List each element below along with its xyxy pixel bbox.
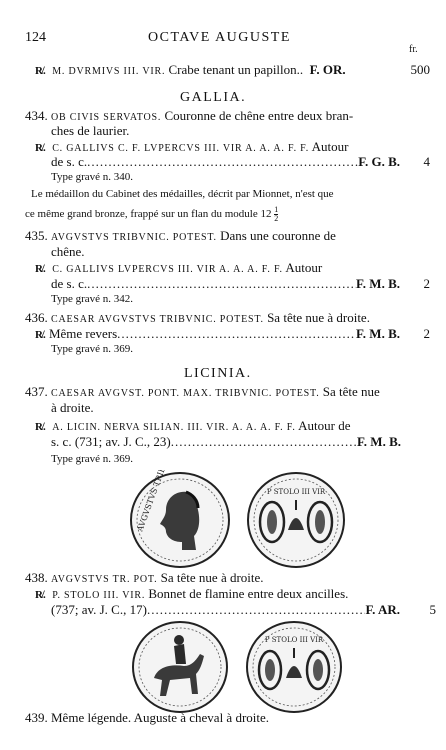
reverse-text: s. c. (731; av. J. C., 23) (51, 434, 171, 449)
entry-text: Couronne de chêne entre deux bran- (164, 108, 354, 123)
entry-text: Sa tête nue à droite. (267, 310, 370, 325)
dot-leader (171, 434, 357, 450)
reverse-mark: R̸. (35, 263, 46, 275)
reverse-legend: M. DVRMIVS III. VIR. (52, 66, 166, 77)
reverse-text: Autour de (298, 418, 351, 433)
entry-434-reverse-cont (51, 154, 430, 170)
reverse-text: Bonnet de flamine entre deux ancilles. (148, 586, 349, 601)
entry-number: 437. (25, 384, 48, 399)
obverse-legend: AVGVSTVS TRIBVNIC. POTEST. (51, 232, 217, 243)
page-number: 124 (25, 30, 46, 45)
entry-number: 434. (25, 108, 48, 123)
page-title: OCTAVE AUGUSTE (148, 30, 291, 45)
note-line-2: ce même grand bronze, frappé sur un flan du module 12 $\frac{1}{2}$ (25, 205, 279, 223)
entry-435-obverse-cont: chêne. (51, 244, 85, 259)
type-reference: Type gravé n. 369. (51, 453, 134, 465)
reverse-legend: C. GALLIVS C. F. LVPERCVS III. VIR A. A. A. F. F. (52, 143, 310, 154)
coin-1-obverse-image (128, 470, 232, 570)
price: 2 (423, 326, 430, 341)
reverse-mark: R̸. (35, 329, 46, 341)
entry-text: Dans une couronne de (220, 228, 336, 243)
entry-438-reverse-cont (51, 602, 436, 618)
entry-435-reverse-cont (51, 276, 430, 292)
entry-437-reverse-cont (51, 434, 401, 450)
metal: F. M. B. (357, 434, 401, 449)
type-reference: Type gravé n. 340. (51, 171, 134, 183)
reverse-text: Autour (311, 139, 349, 154)
type-reference: Type gravé n. 369. (51, 343, 134, 355)
entry-top-reverse (35, 62, 430, 80)
coin-1-reverse-image (244, 470, 348, 570)
entry-number: 436. (25, 310, 48, 325)
entry-text: Sa tête nue (322, 384, 380, 399)
reverse-legend: C. GALLIVS LVPERCVS III. VIR A. A. A. F. F. (52, 264, 283, 275)
entry-text: Même légende. Auguste à cheval à droite. (51, 710, 270, 725)
price: 2 (423, 276, 430, 291)
reverse-legend: P. STOLO III. VIR. (52, 590, 146, 601)
reverse-mark: R̸. (35, 421, 46, 433)
reverse-text: Autour (285, 260, 323, 275)
obverse-legend: CAESAR AVGVST. PONT. MAX. TRIBVNIC. POTEST. (51, 388, 320, 399)
metal: F. OR. (309, 62, 346, 77)
price: 5 (429, 602, 436, 617)
section-heading-licinia: LICINIA. (184, 366, 252, 381)
entry-number: 438. (25, 570, 48, 585)
entry-text: Sa tête nue à droite. (160, 570, 264, 585)
note-line-1: Le médaillon du Cabinet des médailles, décrit par Mionnet, n'est que (31, 188, 334, 200)
reverse-text: (737; av. J. C., 17) (51, 602, 147, 617)
entry-436-reverse (35, 326, 430, 343)
obverse-legend: CAESAR AVGVSTVS TRIBVNIC. POTEST. (51, 314, 264, 325)
dot-leader (117, 326, 356, 342)
dot-leader (87, 154, 358, 170)
reverse-text: de s. c. (51, 154, 88, 169)
reverse-legend: A. LICIN. NERVA SILIAN. III. VIR. A. A. A. F. F. (52, 422, 296, 433)
entry-437-obverse-cont: à droite. (51, 400, 94, 415)
coin-2-reverse-image (244, 620, 344, 714)
coin-2-obverse-image (130, 620, 230, 714)
type-reference: Type gravé n. 342. (51, 293, 134, 305)
reverse-mark: R̸. (35, 65, 46, 77)
coin-1-reverse-legend: P STOLO III VIR (266, 488, 326, 496)
module-fraction: $\frac{1}{2}$ (274, 205, 279, 223)
currency-label: fr. (409, 44, 418, 55)
metal: F. M. B. (356, 326, 400, 341)
metal: F. M. B. (356, 276, 400, 291)
entry-439 (25, 710, 269, 726)
reverse-text: Même revers (48, 326, 118, 341)
obverse-legend: OB CIVIS SERVATOS. (51, 112, 162, 123)
metal: F. G. B. (358, 154, 400, 169)
entry-434-obverse-cont: ches de laurier. (51, 123, 130, 138)
entry-text: Crabe tenant un papillon.. (168, 62, 304, 77)
entry-number: 435. (25, 228, 48, 243)
dot-leader (87, 276, 356, 292)
coin-2-reverse-legend: P STOLO III VIR (264, 636, 324, 644)
dot-leader (147, 602, 366, 618)
entry-number: 439. (25, 710, 48, 725)
section-heading-gallia: GALLIA. (180, 90, 247, 105)
reverse-text: de s. c. (51, 276, 88, 291)
price: 4 (423, 154, 430, 169)
reverse-mark: R̸. (35, 142, 46, 154)
reverse-mark: R̸. (35, 589, 46, 601)
metal: F. AR. (365, 602, 400, 617)
price: 500 (410, 62, 430, 77)
obverse-legend: AVGVSTVS TR. POT. (51, 574, 158, 585)
